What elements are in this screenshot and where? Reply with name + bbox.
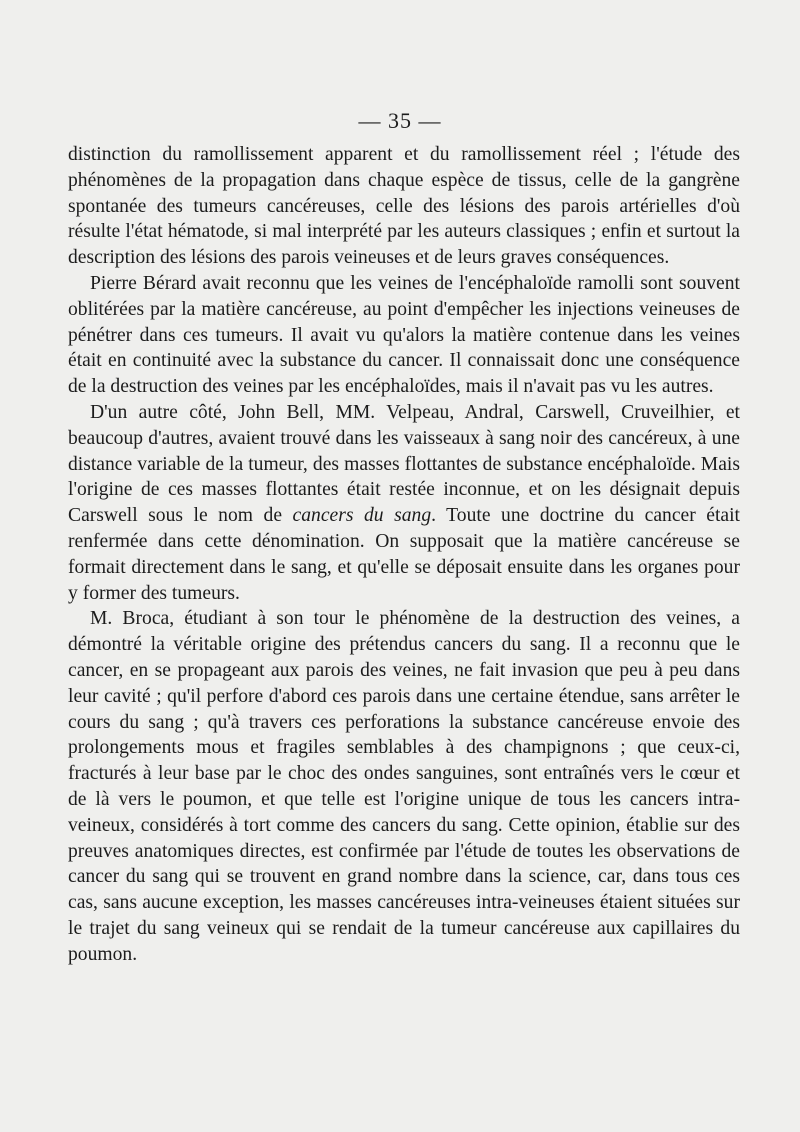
body-text — [68, 142, 740, 968]
page-number: — 35 — — [358, 108, 442, 133]
paragraph-bell-text: D'un autre côté, John Bell, MM. Velpeau, Andral, Carswell, Cruveilhier, et beaucoup d'autres, avaient trouvé dans les vaisseaux à sang noir des cancéreux, à une distance variable de la tumeur, des masses flottantes de substance encéphaloïde. Mais l'origine de ces masses flottantes était restée inconnue, et on les désignait depuis Carswell sous le nom de — [68, 401, 740, 527]
paragraph-bell — [68, 400, 740, 606]
paragraph-bell-end: . Toute une doctrine du cancer était renfermée dans cette dénomination. On supposait que la matière cancéreuse se formait directement dans le sang, et qu'elle se déposait ensuite dans les organes pour y former des tumeurs. — [68, 505, 740, 604]
paragraph-continuation: distinction du ramollissement apparent et du ramollissement réel ; l'étude des phénomènes de la propagation dans chaque espèce de tissus, celle de la gangrène spontanée des tumeurs cancéreuses, celle des lésions des parois artérielles d'où résulte l'état hématode, si mal interprété par les auteurs classiques ; enfin et surtout la description des lésions des parois veineuses et de leurs graves conséquences. — [68, 144, 740, 269]
term-cancers-du-sang: cancers du sang — [292, 505, 432, 527]
paragraph-berard: Pierre Bérard avait reconnu que les veines de l'encéphaloïde ramolli sont souvent oblitérées par la matière cancéreuse, au point d'empêcher les injections veineuses de pénétrer dans ces tumeurs. Il avait vu qu'alors la matière contenue dans les veines était en continuité avec la substance du cancer. Il connaissait donc une conséquence de la destruction des veines par les encéphaloïdes, mais il n'avait pas vu les autres. — [68, 272, 740, 398]
paragraph-broca: M. Broca, étudiant à son tour le phénomène de la destruction des veines, a démontré la véritable origine des prétendus cancers du sang. Il a reconnu que le cancer, en se propageant aux parois des veines, ne fait invasion que peu à peu dans leur cavité ; qu'il perfore d'abord ces parois dans une certaine étendue, sans arrêter le cours du sang ; qu'à travers ces perforations la substance cancéreuse envoie des prolongements mous et fragiles semblables à des champignons ; que ceux-ci, fracturés à leur base par le choc des ondes sanguines, sont entraînés vers le cœur et de là vers le poumon, et que telle est l'origine unique de tous les cancers intra-veineux, considérés à tort comme des cancers du sang. Cette opinion, établie sur des preuves anatomiques directes, est confirmée par l'étude de toutes les observations de cancer du sang qui se trouvent en grand nombre dans la science, car, dans tous ces cas, sans aucune exception, les masses cancéreuses intra-veineuses étaient situées sur le trajet du sang veineux qui se rendait de la tumeur cancéreuse aux capillaires du poumon. — [68, 608, 740, 965]
